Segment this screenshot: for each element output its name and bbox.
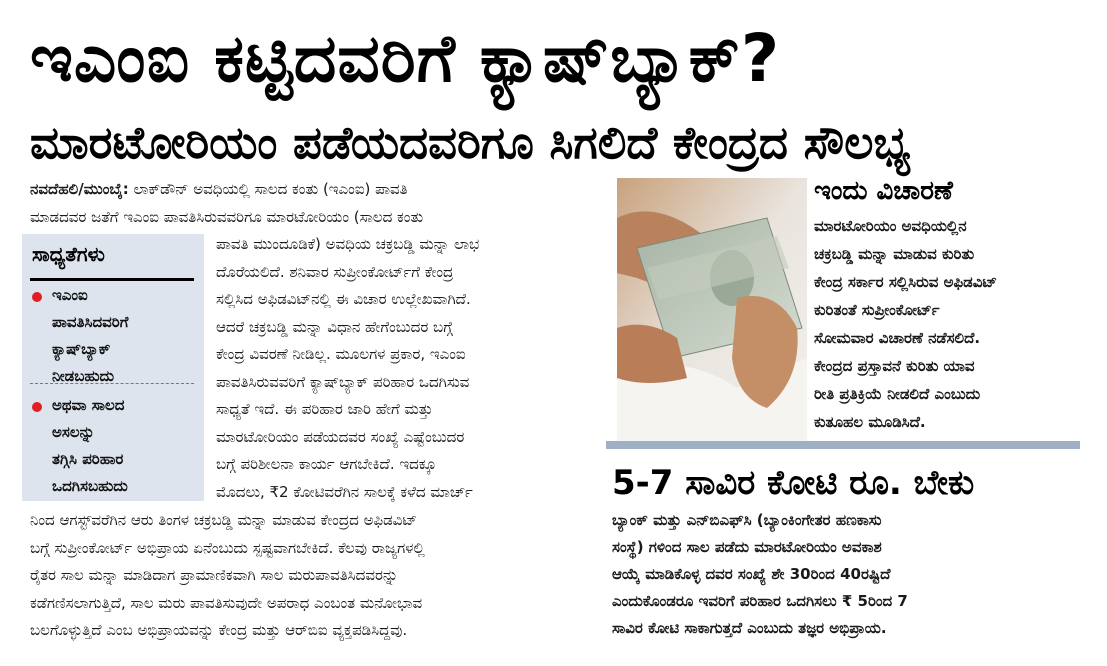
red-bullet-icon: [32, 292, 42, 302]
right-line: ಚಕ್ರಬಡ್ಡಿ ಮನ್ನಾ ಮಾಡುವ ಕುರಿತು: [814, 245, 975, 263]
crore-box-title: 5-7 ಸಾವಿರ ಕೋಟಿ ರೂ. ಬೇಕು: [612, 463, 975, 503]
sidebar-title: ಸಾಧ್ಯತೆಗಳು: [32, 242, 105, 266]
sidebar-item-1: [52, 282, 128, 390]
currency-notes-in-hands-icon: [617, 178, 807, 443]
section-divider: [606, 441, 1080, 449]
lead-line-2: ಮಾಡದವರ ಜತೆಗೆ ಇಎಂಐ ಪಾವತಿಸಿರುವವರಿಗೂ ಮಾರಟೋರಿಯಂ (ಸಾಲದ ಕಂತು: [30, 207, 424, 226]
lead-paragraph: [30, 176, 586, 231]
body-line: ದೊರೆಯಲಿದೆ. ಶನಿವಾರ ಸುಪ್ರೀಂಕೋರ್ಟ್‌ಗೆ ಕೇಂದ್ರ: [216, 262, 454, 281]
body-line: ಸಾಧ್ಯತೆ ಇದೆ. ಈ ಪರಿಹಾರ ಜಾರಿ ಹೇಗೆ ಮತ್ತು: [216, 400, 433, 418]
right-line: ಮಾರಟೋರಿಯಂ ಅವಧಿಯಲ್ಲಿನ: [814, 217, 967, 235]
right-line: ಸೋಮವಾರ ವಿಚಾರಣೆ ನಡೆಸಲಿದೆ.: [814, 329, 981, 347]
sidebar-item-2-line: ಒದಗಿಸಬಹುದು: [52, 477, 128, 495]
subheadline: ಮಾರಟೋರಿಯಂ ಪಡೆಯದವರಿಗೂ ಸಿಗಲಿದೆ ಕೇಂದ್ರದ ಸೌಲಭ್ಯ: [30, 116, 911, 169]
sidebar-item-1-line: ಪಾವತಿಸಿದವರಿಗೆ: [52, 313, 129, 331]
crore-box-text: [612, 507, 1090, 642]
body-line: ಮೊದಲು, ₹2 ಕೋಟಿವರೆಗಿನ ಸಾಲಕ್ಕೆ ಕಳೆದ ಮಾರ್ಚ್: [216, 482, 473, 501]
red-bullet-icon: [32, 402, 42, 412]
right-line: ಕೇಂದ್ರ ಸರ್ಕಾರ ಸಲ್ಲಿಸಿರುವ ಅಫಿಡವಿಟ್: [814, 273, 998, 291]
body-line: ಮಾರಟೋರಿಯಂ ಪಡೆಯದವರ ಸಂಖ್ಯೆ ಎಷ್ಟೆಂಬುದರ: [216, 427, 465, 446]
box-line: ಆಯ್ಕೆ ಮಾಡಿಕೊಳ್ಳ ದವರ ಸಂಖ್ಯೆ ಶೇ 30ರಿಂದ 40ರಷ್ಟಿದೆ: [612, 565, 891, 583]
body-line: ಬಲಗೊಳ್ಳುತ್ತಿದೆ ಎಂಬ ಅಭಿಪ್ರಾಯವನ್ನು ಕೇಂದ್ರ ಮತ್ತು ಆರ್‌ಬಿಐ ವ್ಯಕ್ತಪಡಿಸಿದ್ದವು.: [30, 621, 408, 639]
right-line: ಕುರಿತಂತೆ ಸುಪ್ರೀಂಕೋರ್ಟ್: [814, 301, 940, 319]
box-line: ಸಂಸ್ಥೆ) ಗಳಿಂದ ಸಾಲ ಪಡೆದು ಮಾರಟೋರಿಯಂ ಅವಕಾಶ: [612, 538, 882, 556]
sidebar-item-2: [52, 392, 128, 500]
sidebar-item-1-line: ಕ್ಯಾಷ್‌ಬ್ಯಾಕ್: [52, 340, 111, 358]
article-column: [216, 231, 586, 506]
body-line: ಕೇಂದ್ರ ವಿವರಣೆ ನೀಡಿಲ್ಲ. ಮೂಲಗಳ ಪ್ರಕಾರ, ಇಎಂಐ: [216, 345, 466, 363]
body-line: ಕಡೆಗಣಿಸಲಾಗುತ್ತಿದೆ, ಸಾಲ ಮರು ಪಾವತಿಸುವುದೇ ಅಪರಾಧ ಎಂಬಂತ ಮನೋಭಾವ: [30, 593, 423, 612]
body-line: ಸಲ್ಲಿಸಿದ ಅಫಿಡವಿಟ್‌ನಲ್ಲಿ ಈ ವಿಚಾರ ಉಲ್ಲೇಖವಾಗಿದೆ.: [216, 290, 471, 308]
body-line: ಪಾವತಿ ಮುಂದೂಡಿಕೆ) ಅವಧಿಯ ಚಕ್ರಬಡ್ಡಿ ಮನ್ನಾ ಲಾಭ: [216, 235, 480, 253]
sidebar-item-2-line: ಅಸಲನ್ನು: [52, 423, 95, 441]
body-line: ಬಗ್ಗೆ ಸುಪ್ರೀಂಕೋರ್ಟ್ ಅಭಿಪ್ರಾಯ ಏನೆಂಬುದು ಸ್ಪಷ್ಟವಾಗಬೇಕಿದೆ. ಕೆಲವು ರಾಜ್ಯಗಳಲ್ಲಿ: [30, 538, 425, 557]
sidebar-rule: [30, 278, 194, 281]
box-line: ಬ್ಯಾಂಕ್ ಮತ್ತು ಎನ್‌ಬಿಎಫ್‌ಸಿ (ಬ್ಯಾಂಕಿಂಗೇತರ ಹಣಕಾಸು: [612, 511, 882, 529]
body-line: ಪಾವತಿಸಿರುವವರಿಗೆ ಕ್ಯಾಷ್‌ಬ್ಯಾಕ್ ಪರಿಹಾರ ಒದಗಿಸುವ: [216, 372, 470, 391]
hearing-today-title: ಇಂದು ವಿಚಾರಣೆ: [814, 176, 953, 206]
right-line: ಕೇಂದ್ರದ ಪ್ರಸ್ತಾವನೆ ಕುರಿತು ಯಾವ: [814, 357, 975, 375]
article-continuation: [30, 507, 586, 645]
box-line: ಸಾವಿರ ಕೋಟಿ ಸಾಕಾಗುತ್ತದೆ ಎಂಬುದು ತಜ್ಞರ ಅಭಿಪ್ರಾಯ.: [612, 619, 887, 637]
sidebar-item-1-line: ನೀಡಬಹುದು: [52, 367, 114, 385]
lead-line-1: [30, 176, 586, 204]
right-line: ಕುತೂಹಲ ಮೂಡಿಸಿದೆ.: [814, 413, 926, 431]
headline: ಇಎಂಐ ಕಟ್ಟಿದವರಿಗೆ ಕ್ಯಾಷ್‌ಬ್ಯಾಕ್?: [30, 20, 781, 97]
body-line: ಆದರೆ ಚಕ್ರಬಡ್ಡಿ ಮನ್ನಾ ವಿಧಾನ ಹೇಗೆಂಬುದರ ಬಗ್ಗೆ: [216, 317, 453, 336]
currency-notes-photo: [617, 178, 807, 443]
lead-text-1: ಲಾಕ್‌ಡೌನ್ ಅವಧಿಯಲ್ಲಿ ಸಾಲದ ಕಂತು (ಇಎಂಐ) ಪಾವತಿ: [133, 180, 408, 198]
sidebar-item-1-line: ಇಎಂಐ: [52, 286, 88, 304]
possibilities-sidebar: [22, 234, 204, 501]
sidebar-item-2-line: ಅಥವಾ ಸಾಲದ: [52, 396, 125, 414]
sidebar-divider: [30, 383, 194, 384]
body-line: ನಿಂದ ಆಗಸ್ಟ್‌ವರೆಗಿನ ಆರು ತಿಂಗಳ ಚಕ್ರಬಡ್ಡಿ ಮನ್ನಾ ಮಾಡುವ ಕೇಂದ್ರದ ಅಫಿಡವಿಟ್: [30, 511, 418, 529]
body-line: ರೈತರ ಸಾಲ ಮನ್ನಾ ಮಾಡಿದಾಗ ಪ್ರಾಮಾಣಿಕವಾಗಿ ಸಾಲ ಮರುಪಾವತಿಸಿದವರನ್ನು: [30, 566, 399, 584]
hearing-today-text: [814, 212, 1084, 436]
sidebar-item-2-line: ತಗ್ಗಿಸಿ ಪರಿಹಾರ: [52, 450, 124, 468]
right-line: ರೀತಿ ಪ್ರತಿಕ್ರಿಯೆ ನೀಡಲಿದೆ ಎಂಬುದು: [814, 385, 981, 403]
dateline: ನವದೆಹಲಿ/ಮುಂಬೈ:: [30, 180, 129, 198]
body-line: ಬಗ್ಗೆ ಪರಿಶೀಲನಾ ಕಾರ್ಯ ಆಗಬೇಕಿದೆ. ಇದಕ್ಕೂ: [216, 455, 437, 473]
box-line: ಎಂದುಕೊಂಡರೂ ಇವರಿಗೆ ಪರಿಹಾರ ಒದಗಿಸಲು ₹ 5ರಿಂದ 7: [612, 592, 908, 610]
